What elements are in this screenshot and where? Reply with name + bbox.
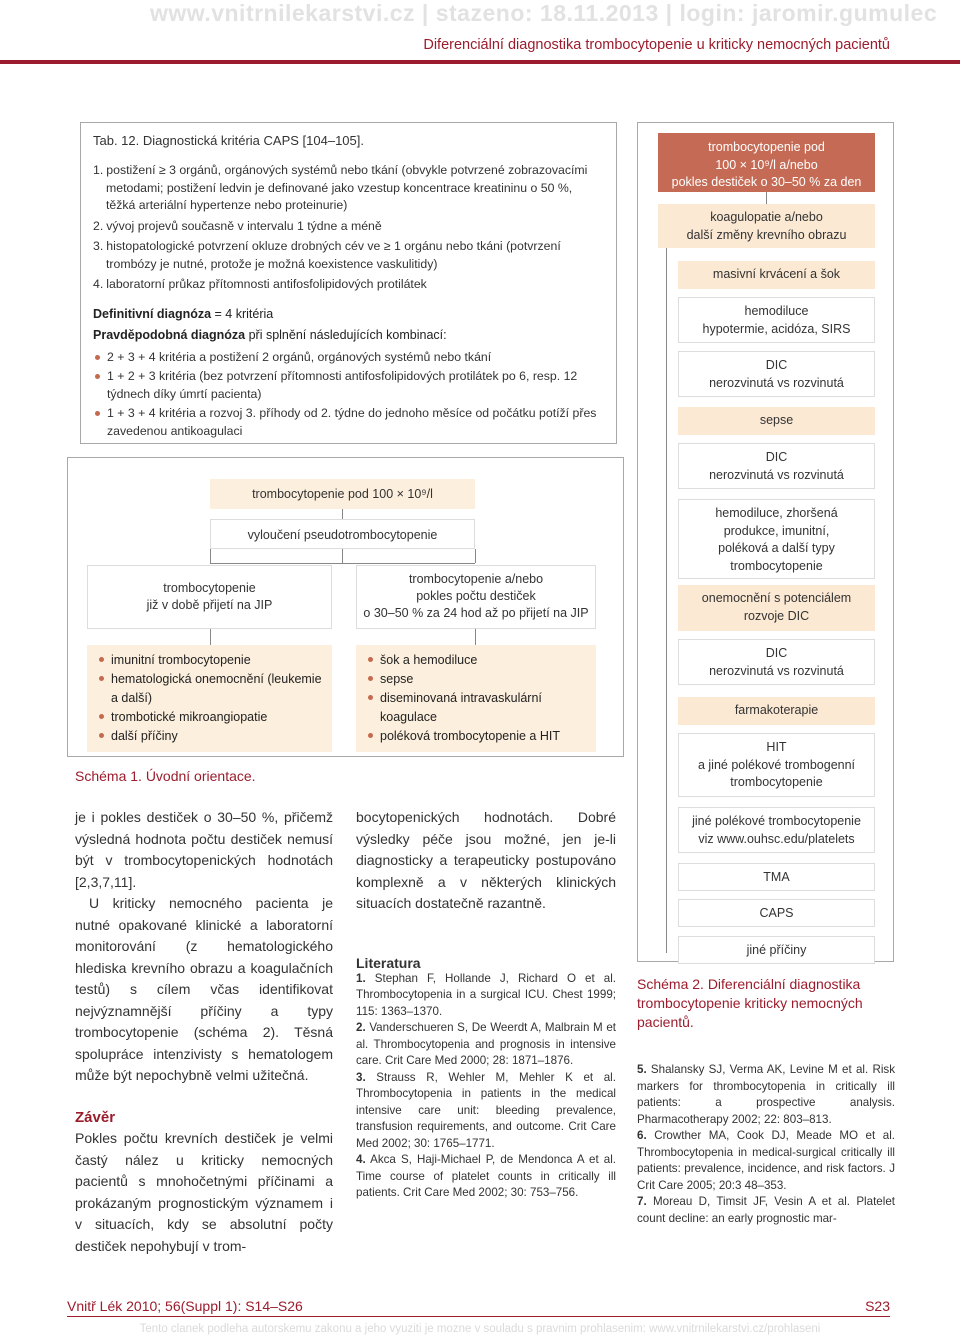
criteria-text: laboratorní průkaz přítomnosti antifosfolipidových protilátek (106, 277, 427, 291)
connector (210, 563, 475, 564)
schema1-right-box (356, 565, 596, 629)
reference: 4. Akca S, Haji-Michael P, de Mendonca A et al. Time course of platelet counts in critically ill patients. Crit Care Med 2002; 30: 753–756. (356, 1153, 616, 1199)
probable-line (93, 327, 604, 345)
combo-list (93, 349, 604, 441)
paragraph: bocytopenických hodnotách. Dobré výsledky péče jsou možné, jen je-li diagnosticky a terapeuticky postupováno komplexně a v některých klinických situacích dostatečně razantně. (356, 809, 616, 911)
connector (475, 629, 476, 645)
schema1-right-list-box (356, 645, 596, 752)
watermark-bottom: Tento clanek podleha autorskemu zakonu a jeho vyuziti je mozne v souladu s pravnim prohlasenim: www.vnitrnilekarstvi.cz/prohlaseni (139, 1323, 821, 1335)
cause-item: šok a hemodiluce (366, 651, 586, 670)
reference-list (356, 971, 616, 1202)
definitive-rest: = 4 kritéria (211, 306, 274, 321)
reference: 5. Shalansky SJ, Verma AK, Levine M et al. Risk markers for thrombocytopenia in critically ill patients: a prospective analysis. Pharmacotherapy 2002; 22: 803–813. (637, 1063, 895, 1126)
criteria-item (93, 276, 604, 294)
schema1-left-list-box (87, 645, 332, 752)
cause-item: diseminovaná intravaskulární koagulace (366, 689, 586, 727)
reference: 2. Vanderschueren S, De Weerdt A, Malbrain M et al. Thrombocytopenia and prognosis in intensive care. Crit Care Med 2000; 28: 1871–1876. (356, 1021, 616, 1067)
schema2-node: CAPS (678, 899, 875, 927)
definitive-line (93, 306, 604, 324)
reference-list-2 (637, 1062, 895, 1227)
connector (766, 192, 767, 204)
paragraph: je i pokles destiček o 30–50 %, přičemž výsledná hodnota počtu destiček nemusí být v trombocytopenických hodnotách [2,3,7,11]. (75, 809, 333, 890)
schema2-node: DIC nerozvinutá vs rozvinutá (678, 351, 875, 397)
header-rule (0, 60, 960, 64)
probable-rest: při splnění následujících kombinací: (245, 328, 447, 342)
schema2-node: DIC nerozvinutá vs rozvinutá (678, 639, 875, 685)
schema1-right-line3: o 30–50 % za 24 hod až po přijetí na JIP (363, 606, 589, 620)
schema2-node: DIC nerozvinutá vs rozvinutá (678, 443, 875, 489)
schema1-left-line1: trombocytopenie (163, 581, 256, 595)
schema2-node: hemodiluce hypotermie, acidóza, SIRS (678, 297, 875, 343)
schema1-top-box: trombocytopenie pod 100 × 10⁹/l (210, 479, 475, 509)
schema1-right-line2: pokles počtu destiček (416, 589, 536, 603)
schema2-node: hemodiluce, zhoršená produkce, imunitní, poléková a další typy trombocytopenie (678, 499, 875, 579)
watermark-top: www.vnitrnilekarstvi.cz | stazeno: 18.11.2013 | login: jaromir.gumulec (150, 0, 938, 26)
schema2-node: sepse (678, 407, 875, 435)
criteria-text: histopatologické potvrzení okluze drobných cév ve ≥ 1 orgánu nebo tkáni (potvrzení trombózy je nutné, protože je možná koexistence vaskulitidy) (106, 239, 561, 271)
schema1-second-box: vyloučení pseudotrombocytopenie (210, 519, 475, 549)
cause-item: trombotické mikroangiopatie (97, 708, 322, 727)
cause-item: sepse (366, 670, 586, 689)
criteria-list (93, 162, 604, 294)
reference: 6. Crowther MA, Cook DJ, Meade MO et al. Thrombocytopenia in medical-surgical critically ill patients: prevalence, incidence, and risk factors. J Crit Care 2005; 20:3 48–353. (637, 1129, 895, 1192)
cause-item: další příčiny (97, 727, 322, 746)
footer-rule (67, 1316, 890, 1317)
schema2-node: HIT a jiné polékové trombogenní trombocytopenie (678, 733, 875, 797)
cause-item: poléková trombocytopenie a HIT (366, 727, 586, 746)
footer-citation: Vnitř Lék 2010; 56(Suppl 1): S14–S26 (67, 1298, 303, 1314)
criteria-item (93, 238, 604, 273)
paragraph: U kriticky nemocného pacienta je nutné opakované klinické a laboratorní monitorování (z hematologického hlediska krevního obrazu a koagulačních testů) s cílem včas identifikovat nejvýznamnější příčiny a typy trombocytopenie (schéma 2). Těsná spolupráce intenzivisty s hematologem může být nepochybně velmi užitečná. (75, 895, 333, 1083)
table-title: Tab. 12. Diagnostická kritéria CAPS [104–105]. (93, 133, 364, 148)
paragraph: Pokles počtu krevních destiček je velmi častý nález u kriticky nemocných pacientů s mnohočetnými příčinami a prokázaným prognostickým významem i v situacích, kdy se absolutní počty destiček nepohybují v trom- (75, 1130, 333, 1254)
connector (342, 509, 343, 519)
connector (475, 549, 476, 563)
reference: 3. Strauss R, Wehler M, Mehler K et al. Thrombocytopenia in patients in the medical intensive care unit: bleeding prevalence, transfusion requirements, and outcome. Crit Care Med 2002; 30: 1765–1771. (356, 1070, 616, 1150)
schema2-caption: Schéma 2. Diferenciální diagnostika trombocytopenie kriticky nemocných pacientů. (637, 976, 863, 1030)
definitive-label: Definitivní diagnóza (93, 306, 212, 321)
page-number: S23 (865, 1298, 890, 1314)
schema2-node: onemocnění s potenciálem rozvoje DIC (678, 585, 875, 631)
criteria-num: 4. (93, 277, 104, 291)
schema1-left-box (87, 565, 332, 629)
header-title: Diferenciální diagnostika trombocytopenie u kriticky nemocných pacientů (423, 37, 890, 53)
schema1-caption: Schéma 1. Úvodní orientace. (75, 768, 256, 784)
connector (210, 629, 211, 645)
schema2-node: masivní krvácení a šok (678, 261, 875, 289)
combo-item: 1 + 2 + 3 kritéria (bez potvrzení přítomnosti antifosfolipidových protilátek po 6, resp. 12 týdnech díky úmrtí pacienta) (93, 368, 604, 403)
schema2-node: jiné příčiny (678, 936, 875, 964)
schema2-node: farmakoterapie (678, 697, 875, 725)
schema2-coag-box: koagulopatie a/nebo další změny krevního obrazu (658, 204, 875, 248)
schema2-top-box: trombocytopenie pod 100 × 10⁹/l a/nebo pokles destiček o 30–50 % za den (658, 133, 875, 192)
schema1-right-list (366, 651, 586, 746)
schema1-left-list (97, 651, 322, 746)
connector (342, 549, 343, 563)
table-caps (80, 122, 617, 444)
criteria-item (93, 218, 604, 236)
column2 (356, 807, 616, 1202)
cause-item: imunitní trombocytopenie (97, 651, 322, 670)
tree-spine (666, 248, 667, 953)
references-heading: Literatura (356, 954, 421, 971)
combo-item: 1 + 3 + 4 kritéria a rozvoj 3. příhody od 2. týdne do jednoho měsíce od počátku potíží přes zavedenou antikoagulaci (93, 405, 604, 440)
reference: 1. Stephan F, Hollande J, Richard O et al. Thrombocytopenia in a surgical ICU. Chest 1999; 115: 1363–1370. (356, 971, 616, 1018)
schema2-node: TMA (678, 863, 875, 891)
criteria-num: 3. (93, 239, 104, 253)
probable-label: Pravděpodobná diagnóza (93, 328, 246, 342)
criteria-text: vývoj projevů současně v intervalu 1 týdne a méně (106, 218, 382, 233)
section-heading: Závěr (75, 1108, 116, 1126)
criteria-num: 2. (93, 218, 104, 233)
criteria-text: postižení ≥ 3 orgánů, orgánových systémů nebo tkání (obvykle potvrzené zobrazovacími metodami; postižení ledvin je definované jako vzestup koncentrace kreatininu o 50 %, těžká arteriální hypertenze nebo proteinurie) (106, 163, 588, 212)
connector (210, 549, 211, 563)
schema2-node: jiné polékové trombocytopenie viz www.ouhsc.edu/platelets (678, 807, 875, 853)
schema1-left-line2: již v době přijetí na JIP (146, 598, 273, 612)
schema1-right-line1: trombocytopenie a/nebo (408, 572, 544, 586)
combo-item: 2 + 3 + 4 kritéria a postižení 2 orgánů, orgánových systémů nebo tkání (93, 349, 604, 367)
reference: 7. Moreau D, Timsit JF, Vesin A et al. Platelet count decline: an early prognostic mar- (637, 1195, 895, 1225)
criteria-num: 1. (93, 163, 104, 177)
criteria-item (93, 162, 604, 215)
column1 (75, 807, 333, 1257)
schema2-frame (637, 122, 894, 962)
cause-item: hematologická onemocnění (leukemie a další) (97, 670, 322, 708)
